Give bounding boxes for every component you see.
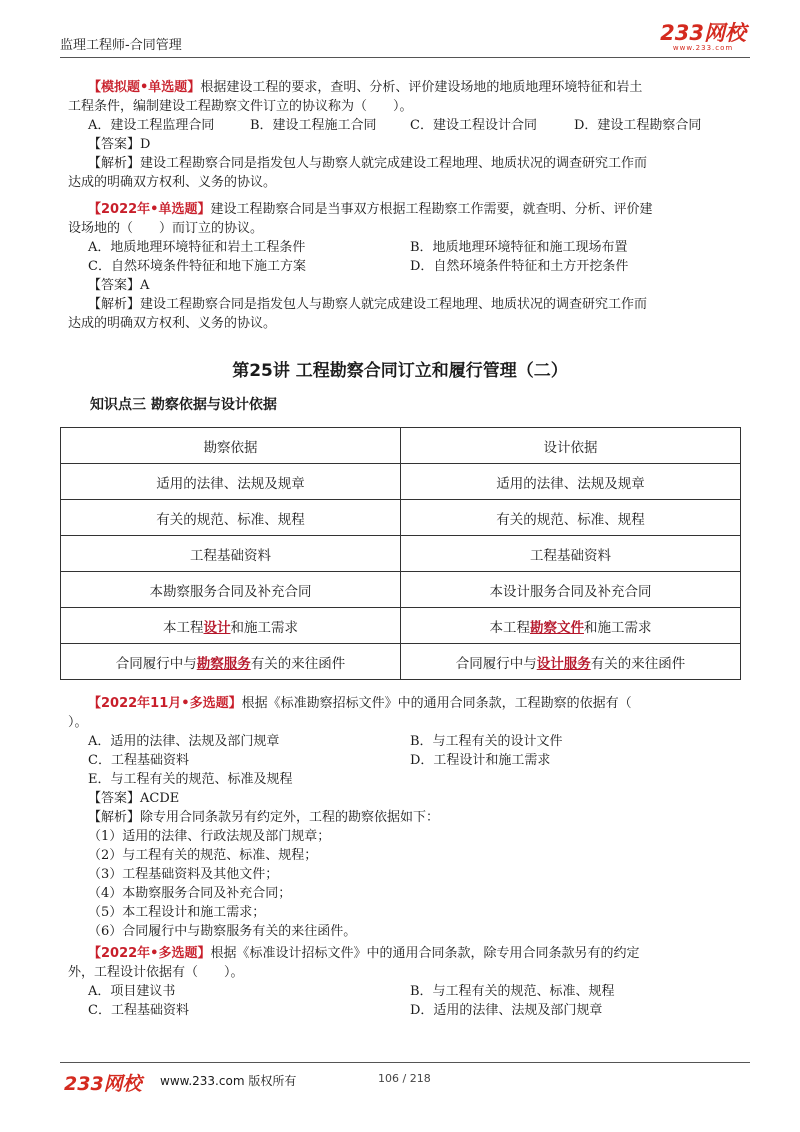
question-stem: 根据《标准设计招标文件》中的通用合同条款，除专用合同条款另有的约定 <box>210 946 640 961</box>
option-d: D．工程设计和施工需求 <box>410 753 551 768</box>
question-tag: 【2022年•多选题】 <box>88 946 211 961</box>
cell-text: 和施工需求 <box>584 619 652 636</box>
cell-text: 有关的来往函件 <box>250 655 346 672</box>
option-b: B．建设工程施工合同 <box>250 118 377 133</box>
analysis-item: （5）本工程设计和施工需求； <box>88 905 266 920</box>
option-c: C．自然环境条件特征和地下施工方案 <box>88 259 306 274</box>
knowledge-point-title: 知识点三 勘察依据与设计依据 <box>90 397 277 413</box>
option-a: A．适用的法律、法规及部门规章 <box>88 734 280 749</box>
question-tag: 【2022年•单选题】 <box>88 202 211 217</box>
analysis-item: （3）工程基础资料及其他文件； <box>88 867 279 882</box>
header-title: 监理工程师-合同管理 <box>60 38 182 53</box>
analysis-cont: 达成的明确双方权利、义务的协议。 <box>68 175 277 190</box>
footer-copyright: www.233.com 版权所有 <box>160 1074 297 1088</box>
answer: 【答案】ACDE <box>88 791 180 806</box>
option-row <box>88 1001 728 1020</box>
option-b: B．与工程有关的规范、标准、规程 <box>410 984 615 999</box>
column-header-design: 设计依据 <box>401 428 741 464</box>
question-tag: 【模拟题•单选题】 <box>88 80 201 95</box>
analysis-item: （2）与工程有关的规范、标准、规程； <box>88 848 318 863</box>
analysis: 【解析】建设工程勘察合同是指发包人与勘察人就完成建设工程地理、地质状况的调查研究工作而 <box>88 156 648 171</box>
question-stem-cont: ）。 <box>68 715 88 730</box>
table-row <box>61 500 741 536</box>
page-header <box>60 22 750 58</box>
option-row <box>88 751 728 770</box>
analysis: 【解析】除专用合同条款另有约定外，工程的勘察依据如下： <box>88 810 440 825</box>
table-header-row <box>61 428 741 464</box>
table-cell <box>401 644 741 680</box>
basis-table <box>60 427 741 680</box>
answer: 【答案】A <box>88 278 150 293</box>
table-row <box>61 572 741 608</box>
question-tag: 【2022年11月•多选题】 <box>88 696 242 711</box>
cell-text: 和施工需求 <box>230 619 298 636</box>
option-row <box>88 116 728 135</box>
logo-text: 233网校 <box>660 21 746 45</box>
highlight-text: 勘察服务 <box>196 655 251 672</box>
cell-text: 有关的来往函件 <box>590 655 686 672</box>
table-cell: 本设计服务合同及补充合同 <box>401 572 741 608</box>
highlight-text: 勘察文件 <box>530 619 584 636</box>
question-1 <box>68 78 728 192</box>
table-cell <box>61 608 401 644</box>
question-stem-cont: 外，工程设计依据有（ ）。 <box>68 965 244 980</box>
highlight-text: 设计服务 <box>536 655 591 672</box>
table-cell: 适用的法律、法规及规章 <box>401 464 741 500</box>
table-cell: 本勘察服务合同及补充合同 <box>61 572 401 608</box>
page-footer <box>60 1062 750 1095</box>
option-e: E．与工程有关的规范、标准及规程 <box>88 772 293 787</box>
cell-text: 本工程 <box>163 619 204 636</box>
cell-text: 合同履行中与 <box>455 655 537 672</box>
cell-text: 本工程 <box>489 619 530 636</box>
option-a: A．项目建议书 <box>88 984 176 999</box>
analysis-item: （1）适用的法律、行政法规及部门规章； <box>88 829 331 844</box>
question-stem: 建设工程勘察合同是当事双方根据工程勘察工作需要，就查明、分析、评价建 <box>210 202 653 217</box>
analysis-item: （6）合同履行中与勘察服务有关的来往函件。 <box>88 924 357 939</box>
option-row <box>88 982 728 1001</box>
option-row <box>88 238 728 257</box>
option-d: D．自然环境条件特征和土方开挖条件 <box>410 259 629 274</box>
question-3 <box>68 694 728 941</box>
logo-url: www.233.com <box>672 44 734 52</box>
option-c: C．建设工程设计合同 <box>410 118 537 133</box>
question-2 <box>68 200 728 333</box>
question-stem-cont: 设场地的（ ）而订立的协议。 <box>68 221 264 236</box>
question-4 <box>68 944 728 1020</box>
question-stem-cont: 工程条件，编制建设工程勘察文件订立的协议称为（ ）。 <box>68 99 413 114</box>
highlight-text: 设计 <box>203 619 231 636</box>
option-b: B．与工程有关的设计文件 <box>410 734 563 749</box>
option-a: A．地质地理环境特征和岩土工程条件 <box>88 240 306 255</box>
column-header-survey: 勘察依据 <box>61 428 401 464</box>
question-stem: 根据《标准勘察招标文件》中的通用合同条款，工程勘察的依据有（ <box>241 696 632 711</box>
option-c: C．工程基础资料 <box>88 753 189 768</box>
table-row <box>61 464 741 500</box>
table-cell <box>401 608 741 644</box>
table-cell: 有关的规范、标准、规程 <box>61 500 401 536</box>
answer: 【答案】D <box>88 137 151 152</box>
lecture-title: 第25讲 工程勘察合同订立和履行管理（二） <box>232 361 568 381</box>
table-row <box>61 536 741 572</box>
table-cell: 工程基础资料 <box>61 536 401 572</box>
analysis-item: （4）本勘察服务合同及补充合同； <box>88 886 292 901</box>
analysis: 【解析】建设工程勘察合同是指发包人与勘察人就完成建设工程地理、地质状况的调查研究工作而 <box>88 297 648 312</box>
option-d: D．适用的法律、法规及部门规章 <box>410 1003 603 1018</box>
page-number: 106 / 218 <box>378 1072 431 1085</box>
table-row <box>61 608 741 644</box>
option-row <box>88 257 728 276</box>
option-c: C．工程基础资料 <box>88 1003 189 1018</box>
table-cell: 适用的法律、法规及规章 <box>61 464 401 500</box>
option-d: D．建设工程勘察合同 <box>574 118 702 133</box>
table-cell <box>61 644 401 680</box>
table-cell: 工程基础资料 <box>401 536 741 572</box>
option-a: A．建设工程监理合同 <box>88 118 215 133</box>
table-cell: 有关的规范、标准、规程 <box>401 500 741 536</box>
footer-logo[interactable]: 233网校 <box>64 1073 142 1095</box>
option-b: B．地质地理环境特征和施工现场布置 <box>410 240 628 255</box>
option-row <box>88 732 728 751</box>
cell-text: 合同履行中与 <box>115 655 197 672</box>
question-stem: 根据建设工程的要求，查明、分析、评价建设场地的地质地理环境特征和岩土 <box>200 80 643 95</box>
analysis-cont: 达成的明确双方权利、义务的协议。 <box>68 316 277 331</box>
brand-logo[interactable] <box>660 22 746 52</box>
table-row <box>61 644 741 680</box>
